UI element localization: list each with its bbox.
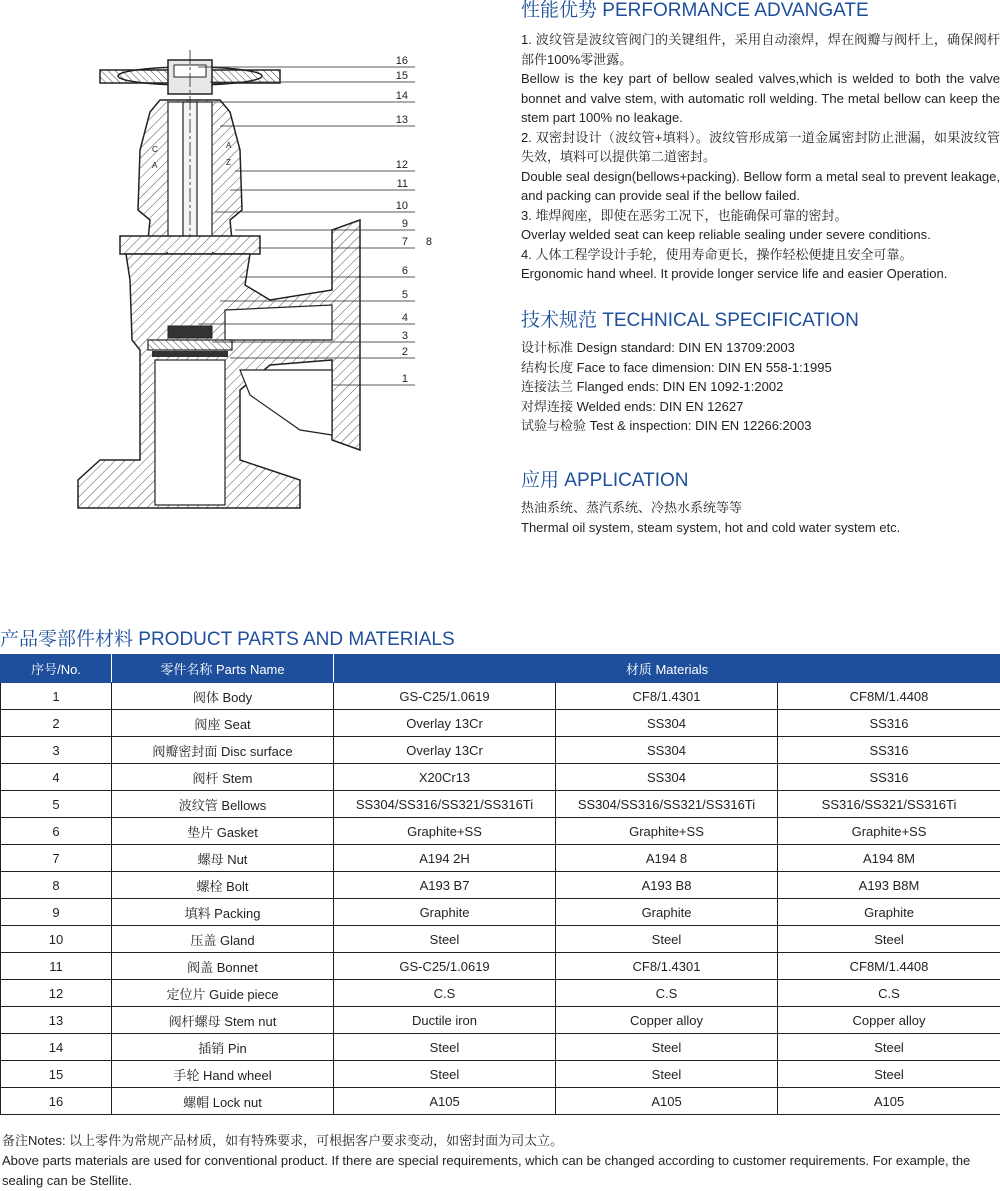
performance-section [521,0,1000,284]
cell-m3: C.S [778,980,1000,1007]
cell-m2: Steel [556,926,778,953]
cell-m3: SS316 [778,710,1000,737]
cell-no: 11 [1,953,112,980]
cell-name: 螺母 Nut [112,845,334,872]
drawing-letter: A [152,161,158,170]
drawing-letter: A [226,141,232,150]
cell-name: 阀瓣密封面 Disc surface [112,737,334,764]
cell-m2: Graphite [556,899,778,926]
tech-line: 连接法兰 Flanged ends: DIN EN 1092-1:2002 [521,377,1000,397]
cell-m2: Copper alloy [556,1007,778,1034]
cell-m3: SS316/SS321/SS316Ti [778,791,1000,818]
tech-line: 对焊连接 Welded ends: DIN EN 12627 [521,397,1000,417]
parts-title: 产品零部件材料 PRODUCT PARTS AND MATERIALS [0,624,455,651]
cell-m2: Graphite+SS [556,818,778,845]
cell-m1: GS-C25/1.0619 [334,953,556,980]
cell-no: 2 [1,710,112,737]
table-row [1,1061,1000,1088]
callout-10: 10 [396,200,408,212]
cell-m3: A193 B8M [778,872,1000,899]
cell-no: 4 [1,764,112,791]
table-row [1,818,1000,845]
performance-item-3-en: Overlay welded seat can keep reliable sealing under severe conditions. [521,225,1000,245]
application-section [521,470,1000,537]
cell-m2: Steel [556,1061,778,1088]
table-row [1,899,1000,926]
cell-m1: Ductile iron [334,1007,556,1034]
cell-no: 10 [1,926,112,953]
tech-line: 试验与检验 Test & inspection: DIN EN 12266:2003 [521,416,1000,436]
callout-4: 4 [402,312,408,324]
cell-m3: Steel [778,1034,1000,1061]
table-row [1,926,1000,953]
cell-no: 3 [1,737,112,764]
callout-6: 6 [402,265,408,277]
cell-m3: Copper alloy [778,1007,1000,1034]
callout-12: 12 [396,159,408,171]
cell-name: 阀盖 Bonnet [112,953,334,980]
cell-m1: C.S [334,980,556,1007]
valve-drawing-svg [70,40,450,520]
cell-m2: SS304 [556,764,778,791]
notes [2,1131,998,1191]
table-row [1,872,1000,899]
cell-no: 13 [1,1007,112,1034]
valve-cross-section-drawing [70,40,450,520]
cell-no: 1 [1,683,112,710]
tech-line: 设计标准 Design standard: DIN EN 13709:2003 [521,338,1000,358]
table-row [1,953,1000,980]
cell-m1: A194 2H [334,845,556,872]
callout-2: 2 [402,346,408,358]
drawing-letter: Z [226,158,231,167]
header-materials: 材质 Materials [334,655,1000,683]
table-row [1,710,1000,737]
cell-name: 垫片 Gasket [112,818,334,845]
performance-heading: 性能优势 PERFORMANCE ADVANGATE [521,0,1000,22]
notes-cn: 备注Notes: 以上零件为常规产品材质，如有特殊要求，可根据客户要求变动，如密封面为司太立。 [2,1131,998,1151]
cell-name: 插销 Pin [112,1034,334,1061]
cell-m3: Graphite+SS [778,818,1000,845]
cell-m2: SS304 [556,710,778,737]
callout-1: 1 [402,373,408,385]
drawing-letter: C [152,145,158,154]
table-row [1,737,1000,764]
cell-no: 5 [1,791,112,818]
cell-m1: Steel [334,1034,556,1061]
table-row [1,1007,1000,1034]
callout-8: 8 [426,236,432,248]
callout-15: 15 [396,70,408,82]
cell-m3: CF8M/1.4408 [778,683,1000,710]
cell-name: 波纹管 Bellows [112,791,334,818]
table-row [1,764,1000,791]
cell-m3: SS316 [778,764,1000,791]
technical-heading: 技术规范 TECHNICAL SPECIFICATION [521,310,1000,332]
cell-m2: A105 [556,1088,778,1115]
cell-m2: SS304 [556,737,778,764]
callout-14: 14 [396,90,408,102]
table-row [1,683,1000,710]
cell-no: 12 [1,980,112,1007]
cell-no: 15 [1,1061,112,1088]
cell-name: 定位片 Guide piece [112,980,334,1007]
cell-no: 9 [1,899,112,926]
cell-m3: SS316 [778,737,1000,764]
parts-header-row [1,655,1000,683]
cell-m1: Graphite+SS [334,818,556,845]
cell-name: 螺栓 Bolt [112,872,334,899]
cell-m1: X20Cr13 [334,764,556,791]
performance-item-4-en: Ergonomic hand wheel. It provide longer service life and easier Operation. [521,264,1000,284]
cell-m2: CF8/1.4301 [556,953,778,980]
cell-no: 8 [1,872,112,899]
application-cn: 热油系统、蒸汽系统、冷热水系统等等 [521,498,1000,518]
performance-item-2-cn: 2. 双密封设计（波纹管+填料）。波纹管形成第一道金属密封防止泄漏，如果波纹管失效，填料可以提供第二道密封。 [521,128,1000,167]
cell-name: 填料 Packing [112,899,334,926]
callout-16: 16 [396,55,408,67]
cell-m3: A105 [778,1088,1000,1115]
callout-9: 9 [402,218,408,230]
header-name: 零件名称 Parts Name [112,655,334,683]
cell-name: 阀杆 Stem [112,764,334,791]
performance-item-1-cn: 1. 波纹管是波纹管阀门的关键组件，采用自动滚焊，焊在阀瓣与阀杆上，确保阀杆部件100%零泄露。 [521,30,1000,69]
cell-m2: Steel [556,1034,778,1061]
cell-name: 阀体 Body [112,683,334,710]
callout-13: 13 [396,114,408,126]
cell-m2: CF8/1.4301 [556,683,778,710]
cell-m1: A105 [334,1088,556,1115]
cell-m1: Overlay 13Cr [334,710,556,737]
callout-11: 11 [397,178,408,190]
cell-m3: Graphite [778,899,1000,926]
notes-en: Above parts materials are used for conventional product. If there are special requirements, which can be changed according to customer requirements. For example, the sealing can be Stellite. [2,1151,998,1191]
table-row [1,791,1000,818]
table-row [1,1088,1000,1115]
callout-3: 3 [402,330,408,342]
performance-item-1-en: Bellow is the key part of bellow sealed valves,which is welded to both the valve bonnet and valve stem, with automatic roll welding. The metal bellow can keep the stem part 100% no leakage. [521,69,1000,128]
technical-section [521,310,1000,436]
callout-7: 7 [402,236,408,248]
cell-m2: SS304/SS316/SS321/SS316Ti [556,791,778,818]
cell-m3: Steel [778,1061,1000,1088]
cell-m1: SS304/SS316/SS321/SS316Ti [334,791,556,818]
cell-m2: C.S [556,980,778,1007]
cell-name: 阀杆螺母 Stem nut [112,1007,334,1034]
table-row [1,1034,1000,1061]
cell-name: 压盖 Gland [112,926,334,953]
cell-m1: GS-C25/1.0619 [334,683,556,710]
cell-no: 14 [1,1034,112,1061]
cell-m2: A194 8 [556,845,778,872]
cell-m1: Steel [334,926,556,953]
callout-5: 5 [402,289,408,301]
application-heading: 应用 APPLICATION [521,470,1000,492]
performance-item-2-en: Double seal design(bellows+packing). Bellow form a metal seal to prevent leakage, and packing can provide seal if the bellow failed. [521,167,1000,206]
performance-item-4-cn: 4. 人体工程学设计手轮，使用寿命更长，操作轻松便捷且安全可靠。 [521,245,1000,265]
table-row [1,980,1000,1007]
cell-m1: A193 B7 [334,872,556,899]
cell-m2: A193 B8 [556,872,778,899]
cell-name: 手轮 Hand wheel [112,1061,334,1088]
cell-m1: Overlay 13Cr [334,737,556,764]
cell-m1: Graphite [334,899,556,926]
parts-table [0,654,1000,1115]
application-en: Thermal oil system, steam system, hot and cold water system etc. [521,518,1000,538]
table-row [1,845,1000,872]
cell-m3: CF8M/1.4408 [778,953,1000,980]
cell-m1: Steel [334,1061,556,1088]
cell-no: 7 [1,845,112,872]
tech-line: 结构长度 Face to face dimension: DIN EN 558-1:1995 [521,358,1000,378]
cell-name: 阀座 Seat [112,710,334,737]
cell-no: 6 [1,818,112,845]
header-no: 序号/No. [1,655,112,683]
cell-name: 螺帽 Lock nut [112,1088,334,1115]
performance-item-3-cn: 3. 堆焊阀座，即使在恶劣工况下，也能确保可靠的密封。 [521,206,1000,226]
cell-m3: A194 8M [778,845,1000,872]
cell-no: 16 [1,1088,112,1115]
cell-m3: Steel [778,926,1000,953]
